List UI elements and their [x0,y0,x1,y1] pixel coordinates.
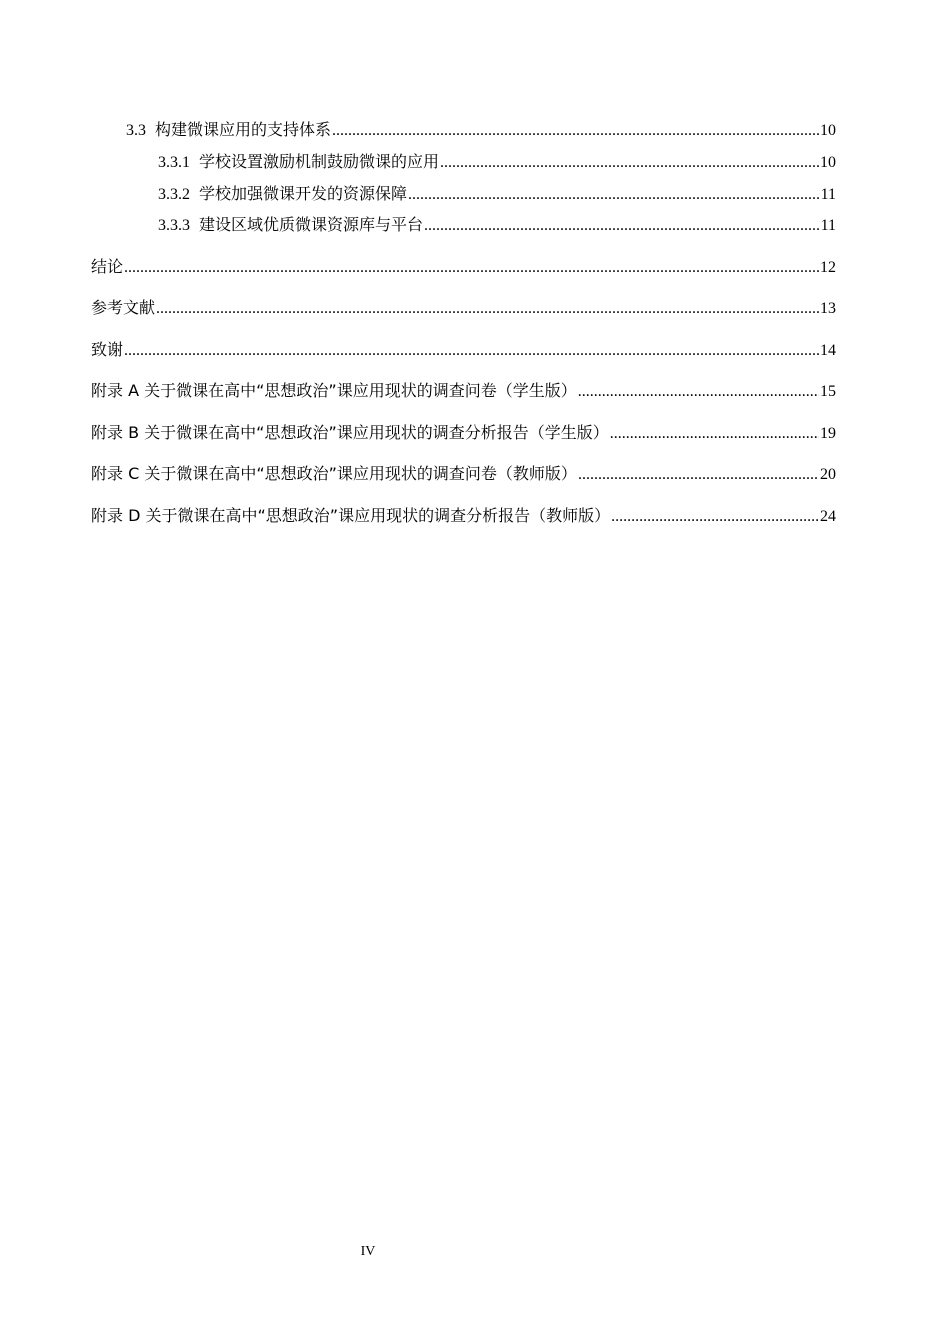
toc-entry-title: 学校加强微课开发的资源保障 [199,184,408,203]
toc-entry-appendix-c[interactable] [91,463,836,485]
toc-dot-leader [156,298,819,319]
page-number: IV [360,1244,376,1259]
toc-dot-leader [578,464,819,485]
toc-entry-title: 附录 C 关于微课在高中“思想政治”课应用现状的调查问卷（教师版） [91,464,577,483]
toc-entry-acknowledgements[interactable] [91,339,836,361]
toc-entry-page: 11 [820,186,836,203]
toc-entry-page: 24 [820,508,836,525]
toc-dot-leader [124,257,819,278]
toc-dot-leader [440,152,819,173]
toc-entry-3-3[interactable] [126,119,836,141]
toc-entry-title: 参考文献 [91,298,156,317]
toc-entry-3-3-1[interactable] [158,151,836,173]
toc-entry-title: 附录 D 关于微课在高中“思想政治”课应用现状的调查分析报告（教师版） [91,506,611,525]
toc-entry-page: 14 [820,342,836,359]
toc-entry-title: 构建微课应用的支持体系 [155,120,332,139]
toc-entry-page: 10 [820,122,836,139]
toc-entry-title: 附录 A 关于微课在高中“思想政治”课应用现状的调查问卷（学生版） [91,381,577,400]
toc-entry-appendix-a[interactable] [91,380,836,402]
toc-entry-references[interactable] [91,297,836,319]
toc-dot-leader [332,120,819,141]
toc-entry-title: 学校设置激励机制鼓励微课的应用 [199,152,440,171]
toc-entry-title: 建设区域优质微课资源库与平台 [199,215,424,234]
toc-dot-leader [610,423,819,444]
toc-dot-leader [424,215,820,236]
toc-entry-page: 13 [820,300,836,317]
toc-entry-title: 致谢 [91,340,124,359]
toc-entry-page: 15 [820,383,836,400]
toc-entry-page: 11 [820,217,836,234]
toc-entry-number: 3.3 [126,122,146,139]
toc-dot-leader [408,184,820,205]
toc-dot-leader [578,381,819,402]
toc-entry-page: 12 [820,259,836,276]
toc-entry-title: 结论 [91,257,124,276]
toc-entry-title: 附录 B 关于微课在高中“思想政治”课应用现状的调查分析报告（学生版） [91,423,609,442]
toc-entry-number: 3.3.3 [158,217,190,234]
toc-entry-3-3-3[interactable] [158,214,836,236]
toc-entry-number: 3.3.2 [158,186,190,203]
toc-entry-3-3-2[interactable] [158,183,836,205]
toc-entry-appendix-b[interactable] [91,422,836,444]
toc-entry-page: 10 [820,154,836,171]
toc-entry-conclusion[interactable] [91,256,836,278]
table-of-contents [0,0,950,600]
toc-entry-page: 20 [820,466,836,483]
toc-entry-number: 3.3.1 [158,154,190,171]
toc-dot-leader [611,506,819,527]
toc-entry-appendix-d[interactable] [91,505,836,527]
toc-dot-leader [124,340,819,361]
toc-entry-page: 19 [820,425,836,442]
